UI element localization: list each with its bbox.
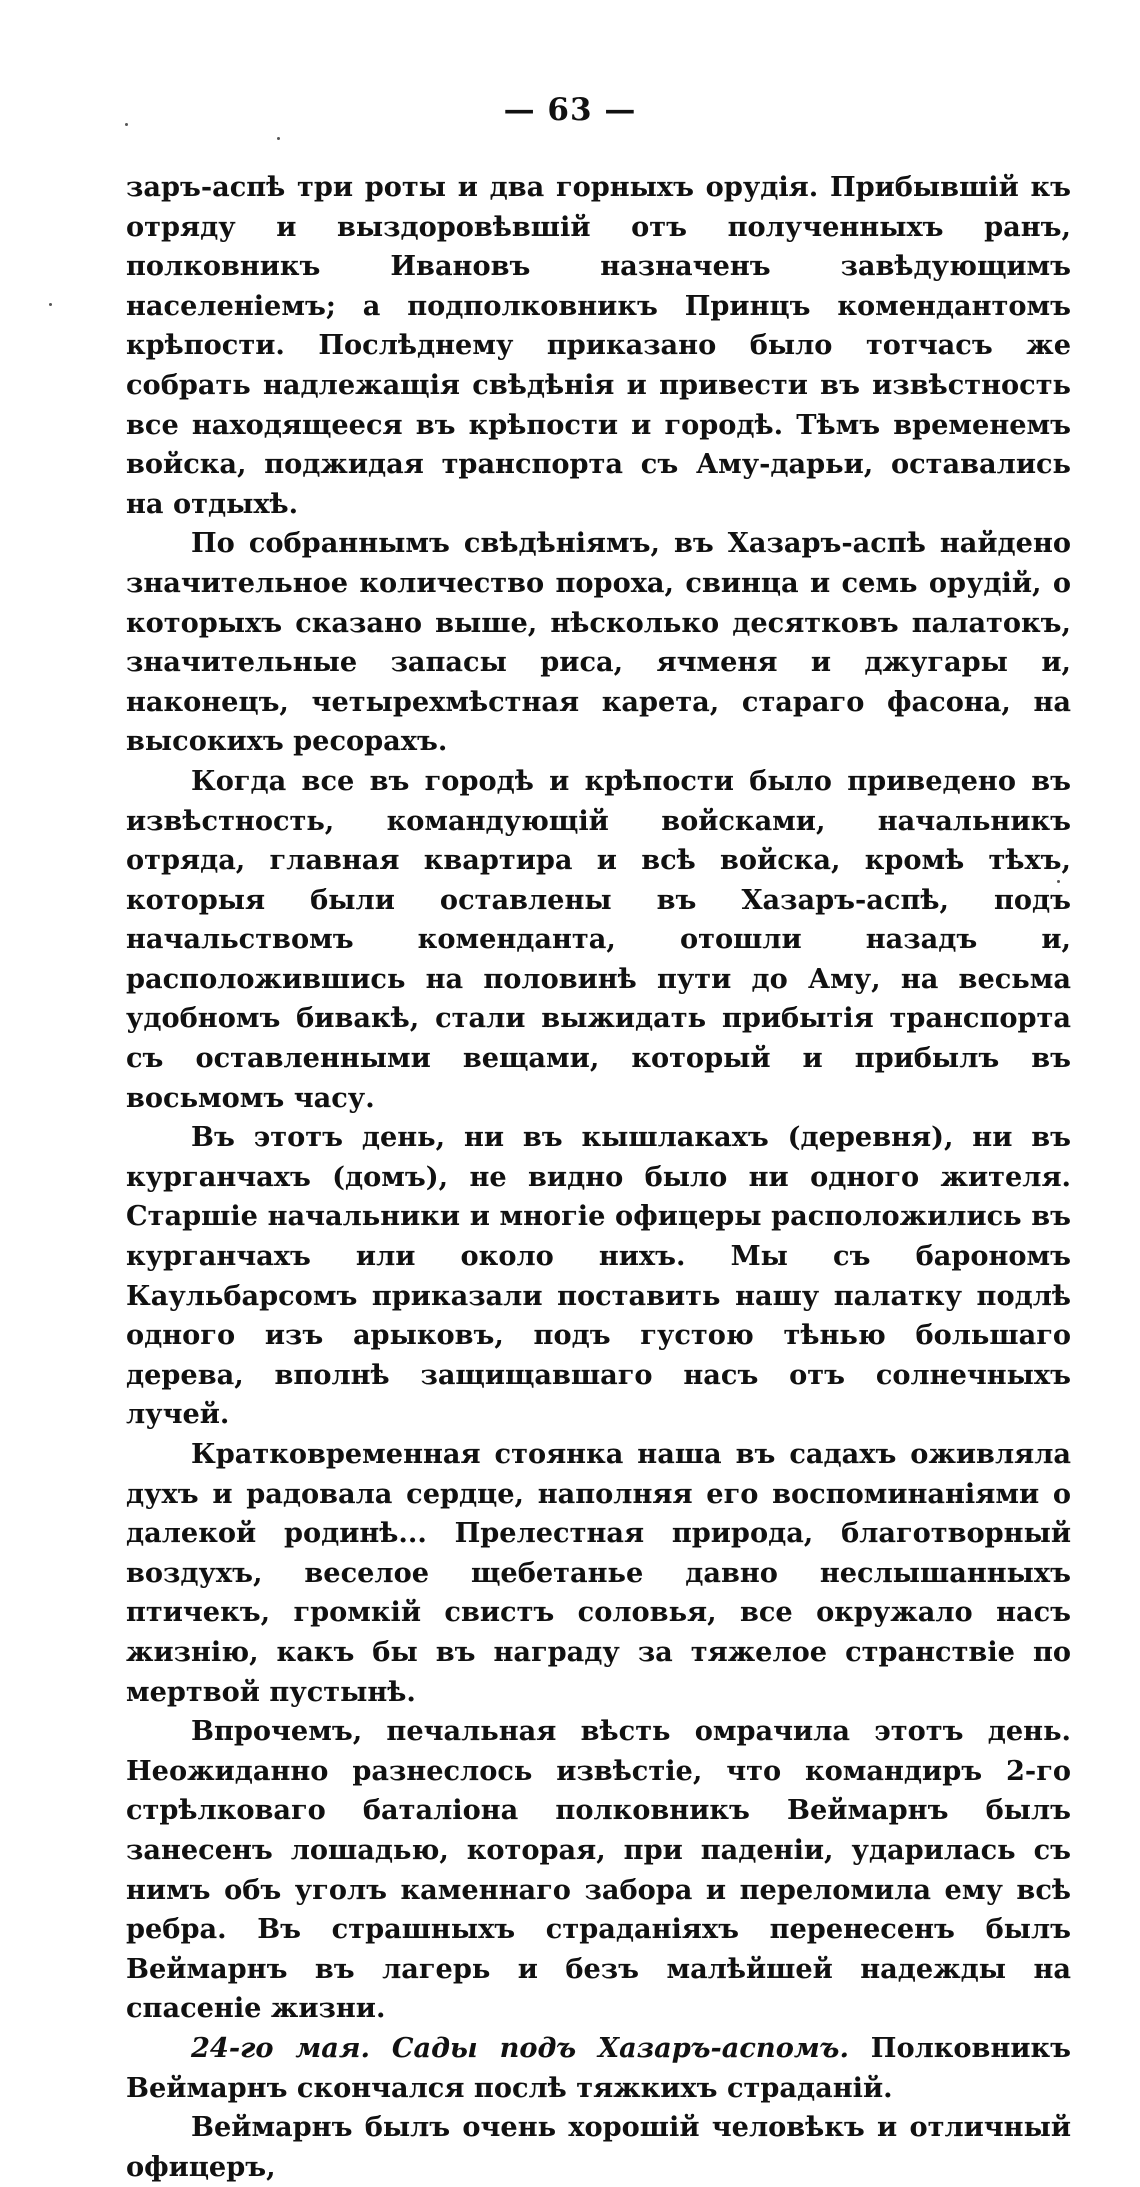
- paragraph-7: [126, 2029, 1071, 2108]
- scan-speck: [1057, 880, 1060, 883]
- scan-speck: [277, 137, 280, 140]
- scan-speck: [125, 123, 128, 126]
- paragraph-2: По собраннымъ свѣдѣніямъ, въ Хазаръ-аспѣ найдено значительное количество пороха, свинца и семь орудій, о которыхъ сказано выше, нѣсколько десятковъ палатокъ, значительные запасы риса, ячменя и джугары и, наконецъ, четырехмѣстная карета, стараго фасона, на высокихъ ресорахъ.: [126, 527, 1071, 758]
- paragraph-5: Кратковременная стоянка наша въ садахъ оживляла духъ и радовала сердце, наполняя его воспоминаніями о далекой родинѣ... Прелестная природа, благотворный воздухъ, веселое щебетанье давно неслышанныхъ птичекъ, громкій свистъ соловья, все окружало насъ жизнію, какъ бы въ награду за тяжелое странствіе по мертвой пустынѣ.: [126, 1438, 1071, 1708]
- page-body: [126, 168, 1071, 2187]
- paragraph-6: Впрочемъ, печальная вѣсть омрачила этотъ день. Неожиданно разнеслось извѣстіе, что командиръ 2-го стрѣлковаго баталіона полковникъ Веймарнъ былъ занесенъ лошадью, которая, при паденіи, ударилась съ нимъ объ уголъ каменнаго забора и переломила ему всѣ ребра. Въ страшныхъ страданіяхъ перенесенъ былъ Веймарнъ въ лагерь и безъ малѣйшей надежды на спасеніе жизни.: [126, 1715, 1071, 2025]
- paragraph-1: заръ-аспѣ три роты и два горныхъ орудія. Прибывшій къ отряду и выздоровѣвшій отъ полученныхъ ранъ, полковникъ Ивановъ назначенъ завѣдующимъ населеніемъ; а подполковникъ Принцъ комендантомъ крѣпости. Послѣднему приказано было тотчасъ же собрать надлежащія свѣдѣнія и привести въ извѣстность все находящееся въ крѣпости и городѣ. Тѣмъ временемъ войска, поджидая транспорта съ Аму-дарьи, оставались на отдыхѣ.: [126, 171, 1071, 520]
- scan-speck: [49, 303, 52, 306]
- page-number: — 63 —: [503, 92, 637, 128]
- paragraph-7-text: Полковникъ Веймарнъ скончался послѣ тяжкихъ страданій.: [126, 2031, 1071, 2104]
- paragraph-3: Когда все въ городѣ и крѣпости было приведено въ извѣстность, командующій войсками, начальникъ отряда, главная квартира и всѣ войска, кромѣ тѣхъ, которыя были оставлены въ Хазаръ-аспѣ, подъ начальствомъ коменданта, отошли назадъ и, расположившись на половинѣ пути до Аму, на весьма удобномъ бивакѣ, стали выжидать прибытія транспорта съ оставленными вещами, который и прибылъ въ восьмомъ часу.: [126, 764, 1071, 1114]
- paragraph-8: Веймарнъ былъ очень хорошій человѣкъ и отличный офицеръ,: [126, 2111, 1071, 2183]
- diary-date-heading: 24-го мая. Сады подъ Хазаръ-аспомъ.: [191, 2031, 849, 2064]
- paragraph-4: Въ этотъ день, ни въ кышлакахъ (деревня), ни въ курганчахъ (домъ), не видно было ни одного жителя. Старшіе начальники и многіе офицеры расположились въ курганчахъ или около нихъ. Мы съ барономъ Каульбарсомъ приказали поставить нашу палатку подлѣ одного изъ арыковъ, подъ густою тѣнью большаго дерева, вполнѣ защищавшаго насъ отъ солнечныхъ лучей.: [126, 1121, 1071, 1431]
